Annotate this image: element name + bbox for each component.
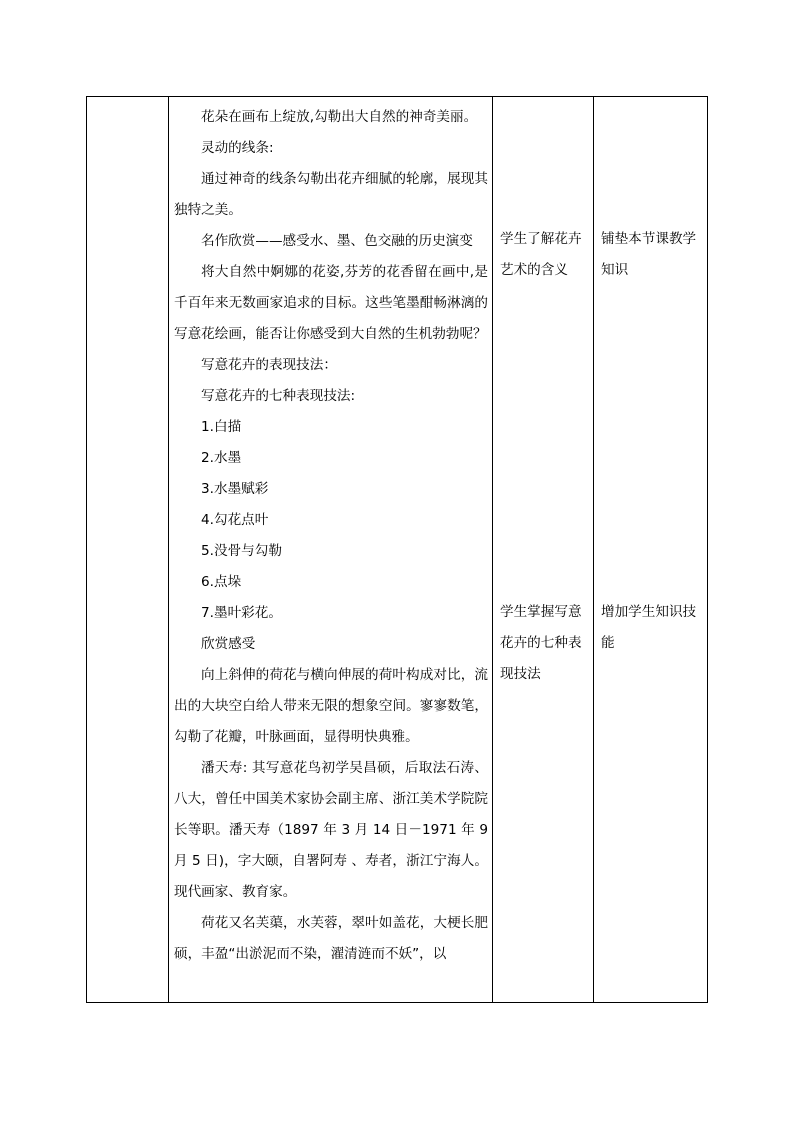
design-intent-cell [594,97,708,1003]
content-paragraph: 写意花卉的七种表现技法: [201,388,356,404]
student-activity-note: 学生掌握写意花卉的七种表现技法 [500,604,582,682]
student-activity-cell [493,97,594,1003]
teaching-content-cell [169,97,493,1003]
content-paragraph: 名作欣赏——感受水、墨、色交融的历史演变 [201,233,473,249]
technique-item: 1.白描 [201,419,242,435]
content-paragraph: 灵动的线条: [201,140,274,156]
technique-item: 5.没骨与勾勒 [201,543,282,559]
content-paragraph: 将大自然中婀娜的花姿,芬芳的花香留在画中,是千百年来无数画家追求的目标。这些笔墨酣畅淋漓的写意花绘画，能否让你感受到大自然的生机勃勃呢？ [174,264,488,342]
design-intent-note: 增加学生知识技能 [601,604,697,651]
content-paragraph: 欣赏感受 [201,636,256,652]
table-row [87,97,708,1003]
design-intent-note: 铺垫本节课教学知识 [601,231,697,278]
student-activity-note: 学生了解花卉艺术的含义 [500,231,582,278]
technique-item: 2.水墨 [201,450,242,466]
lesson-plan-table [86,96,708,1003]
technique-item: 6.点垛 [201,574,242,590]
technique-item: 4.勾花点叶 [201,512,269,528]
technique-item: 3.水墨赋彩 [201,481,269,497]
content-paragraph: 荷花又名芙蕖，水芙蓉，翠叶如盖花，大梗长肥硕，丰盈“出淤泥而不染，濯清涟而不妖”，以 [174,915,488,962]
content-paragraph: 向上斜伸的荷花与横向伸展的荷叶构成对比，流出的大块空白给人带来无限的想象空间。寥寥数笔，勾勒了花瓣，叶脉画面，显得明快典雅。 [174,667,488,745]
content-paragraph: 通过神奇的线条勾勒出花卉细腻的轮廓，展现其独特之美。 [174,171,488,218]
technique-item: 7.墨叶彩花。 [201,605,282,621]
content-paragraph: 花朵在画布上绽放,勾勒出大自然的神奇美丽。 [201,109,478,125]
content-paragraph: 潘天寿: 其写意花鸟初学吴昌硕，后取法石涛、八大，曾任中国美术家协会副主席、浙江美术学院院长等职。潘天寿（1897 年 3 月 14 日－1971 年 9 月 5 日)，字大颐，自署阿寿 、寿者，浙江宁海人。现代画家、教育家。 [174,760,488,900]
stage-cell [87,97,169,1003]
content-paragraph: 写意花卉的表现技法： [201,357,337,373]
